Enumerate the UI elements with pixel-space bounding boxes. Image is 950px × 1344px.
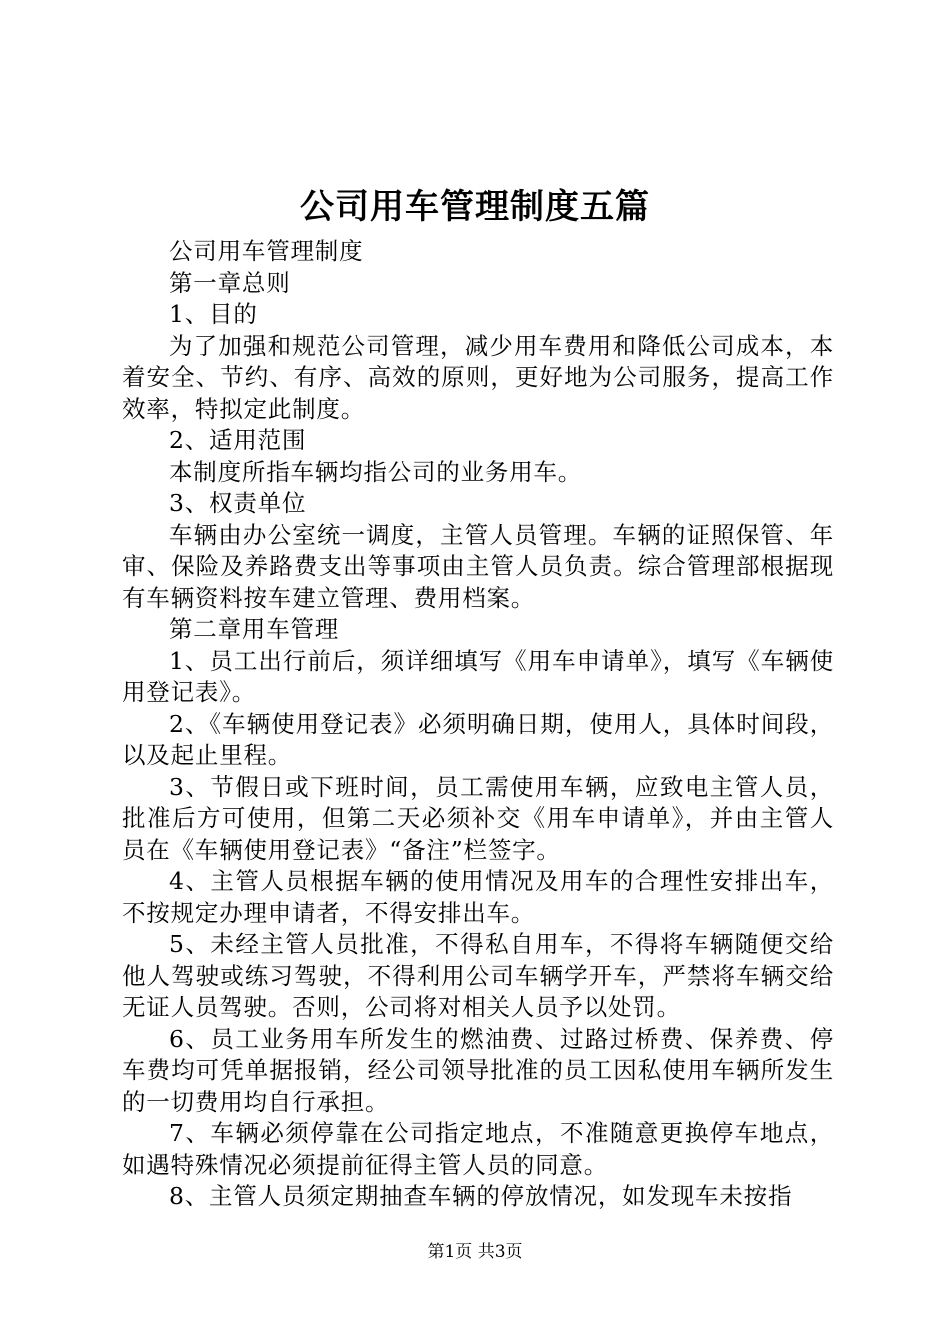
paragraph: 6、员工业务用车所发生的燃油费、过路过桥费、保养费、停车费均可凭单据报销，经公司领导批准的员工因私使用车辆所发生的一切费用均自行承担。 [122,1024,834,1116]
page-total: 共3页 [477,1242,523,1262]
paragraph: 1、员工出行前后，须详细填写《用车申请单》，填写《车辆使用登记表》。 [122,646,834,706]
paragraph: 本制度所指车辆均指公司的业务用车。 [169,457,583,486]
page-number: 第1页 [427,1242,473,1262]
paragraph: 4、主管人员根据车辆的使用情况及用车的合理性安排出车，不按规定办理申请者，不得安排出车。 [122,867,834,927]
paragraph: 为了加强和规范公司管理，减少用车费用和降低公司成本，本着安全、节约、有序、高效的原则，更好地为公司服务，提高工作效率，特拟定此制度。 [122,331,834,423]
paragraph: 公司用车管理制度 [169,237,364,265]
page-title: 公司用车管理制度五篇 [300,187,650,227]
paragraph: 2、《车辆使用登记表》必须明确日期，使用人，具体时间段，以及起止里程。 [122,709,834,769]
chapter-heading: 第二章用车管理 [169,615,340,643]
paragraph: 8、主管人员须定期抽查车辆的停放情况，如发现车未按指 [169,1182,793,1210]
document-body [122,236,834,1213]
section-heading: 1、目的 [169,300,258,328]
section-heading: 2、适用范围 [169,426,307,454]
page-footer [0,1240,950,1264]
paragraph: 车辆由办公室统一调度，主管人员管理。车辆的证照保管、年审、保险及养路费支出等事项由主管人员负责。综合管理部根据现有车辆资料按车建立管理、费用档案。 [122,520,834,612]
section-heading: 3、权责单位 [169,489,307,517]
chapter-heading: 第一章总则 [169,268,291,297]
paragraph: 5、未经主管人员批准，不得私自用车，不得将车辆随便交给他人驾驶或练习驾驶，不得利用公司车辆学开车，严禁将车辆交给无证人员驾驶。否则，公司将对相关人员予以处罚。 [122,930,834,1021]
paragraph: 3、节假日或下班时间，员工需使用车辆，应致电主管人员，批准后方可使用，但第二天必须补交《用车申请单》，并由主管人员在《车辆使用登记表》“备注”栏签字。 [122,772,834,864]
paragraph: 7、车辆必须停靠在公司指定地点，不准随意更换停车地点，如遇特殊情况必须提前征得主管人员的同意。 [122,1119,834,1179]
